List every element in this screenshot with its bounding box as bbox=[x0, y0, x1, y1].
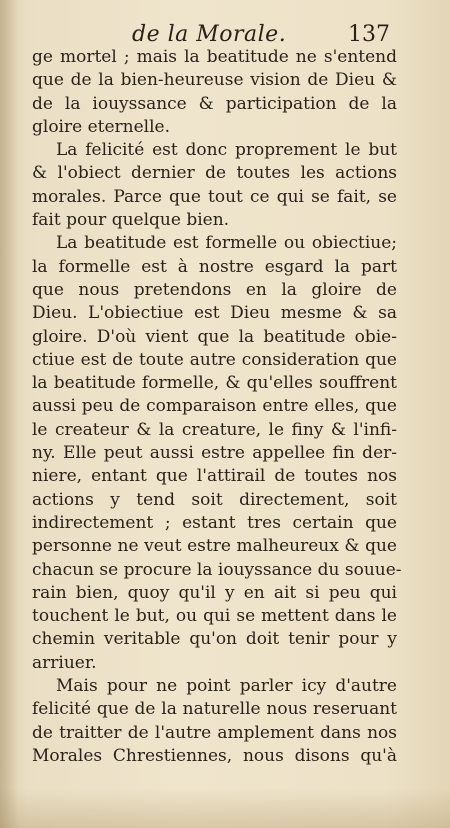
text-line: touchent le but, ou qui se mettent dans le bbox=[32, 606, 397, 627]
text-line: que de la bien-heureuse vision de Dieu & bbox=[32, 70, 397, 91]
page-number: 137 bbox=[348, 22, 390, 47]
text-line: la formelle est à nostre esgard la part bbox=[32, 256, 397, 277]
text-line: personne ne veut estre malheureux & que bbox=[32, 536, 397, 557]
running-head-title: de la Morale. bbox=[132, 22, 287, 47]
text-line: Morales Chrestiennes, nous disons qu'à bbox=[32, 745, 397, 766]
text-line: Dieu. L'obiectiue est Dieu mesme & sa bbox=[32, 303, 397, 324]
text-line: aussi peu de comparaison entre elles, que bbox=[32, 396, 397, 417]
text-line: chacun se procure la iouyssance du souue- bbox=[32, 559, 402, 580]
text-line: gloire. D'où vient que la beatitude obie- bbox=[32, 326, 397, 347]
text-line: & l'obiect dernier de toutes les actions bbox=[32, 163, 397, 184]
text-line: ctiue est de toute autre consideration que bbox=[32, 349, 397, 370]
body-text bbox=[32, 46, 402, 768]
text-line: gloire eternelle. bbox=[32, 116, 171, 137]
text-line: La felicité est donc proprement le but bbox=[56, 140, 397, 161]
text-line: felicité que de la naturelle nous reseruant bbox=[32, 699, 397, 720]
text-line: ge mortel ; mais la beatitude ne s'entend bbox=[32, 47, 397, 67]
text-line: La beatitude est formelle ou obiectiue; bbox=[56, 233, 397, 254]
text-line: de traitter de l'autre amplement dans nos bbox=[32, 722, 397, 743]
text-line: fait pour quelque bien. bbox=[32, 210, 230, 231]
text-line: actions y tend soit directement, soit bbox=[32, 489, 397, 510]
text-line: que nous pretendons en la gloire de bbox=[32, 279, 397, 300]
page-fold-shadow bbox=[0, 0, 18, 828]
text-line: la beatitude formelle, & qu'elles souffrent bbox=[32, 373, 397, 394]
text-line: morales. Parce que tout ce qui se fait, se bbox=[32, 186, 397, 207]
text-line: de la iouyssance & participation de la bbox=[32, 93, 397, 114]
text-line: arriuer. bbox=[32, 652, 97, 673]
text-line: Mais pour ne point parler icy d'autre bbox=[56, 676, 397, 697]
text-line: indirectement ; estant tres certain que bbox=[32, 512, 397, 533]
text-line: ny. Elle peut aussi estre appellee fin der- bbox=[32, 443, 397, 464]
text-line: niere, entant que l'attirail de toutes nos bbox=[32, 466, 397, 487]
text-line: chemin veritable qu'on doit tenir pour y bbox=[32, 629, 397, 650]
page-bottom-shade bbox=[0, 788, 450, 828]
text-line: rain bien, quoy qu'il y en ait si peu qui bbox=[32, 582, 397, 603]
text-line: le createur & la creature, le finy & l'infi- bbox=[32, 419, 397, 440]
